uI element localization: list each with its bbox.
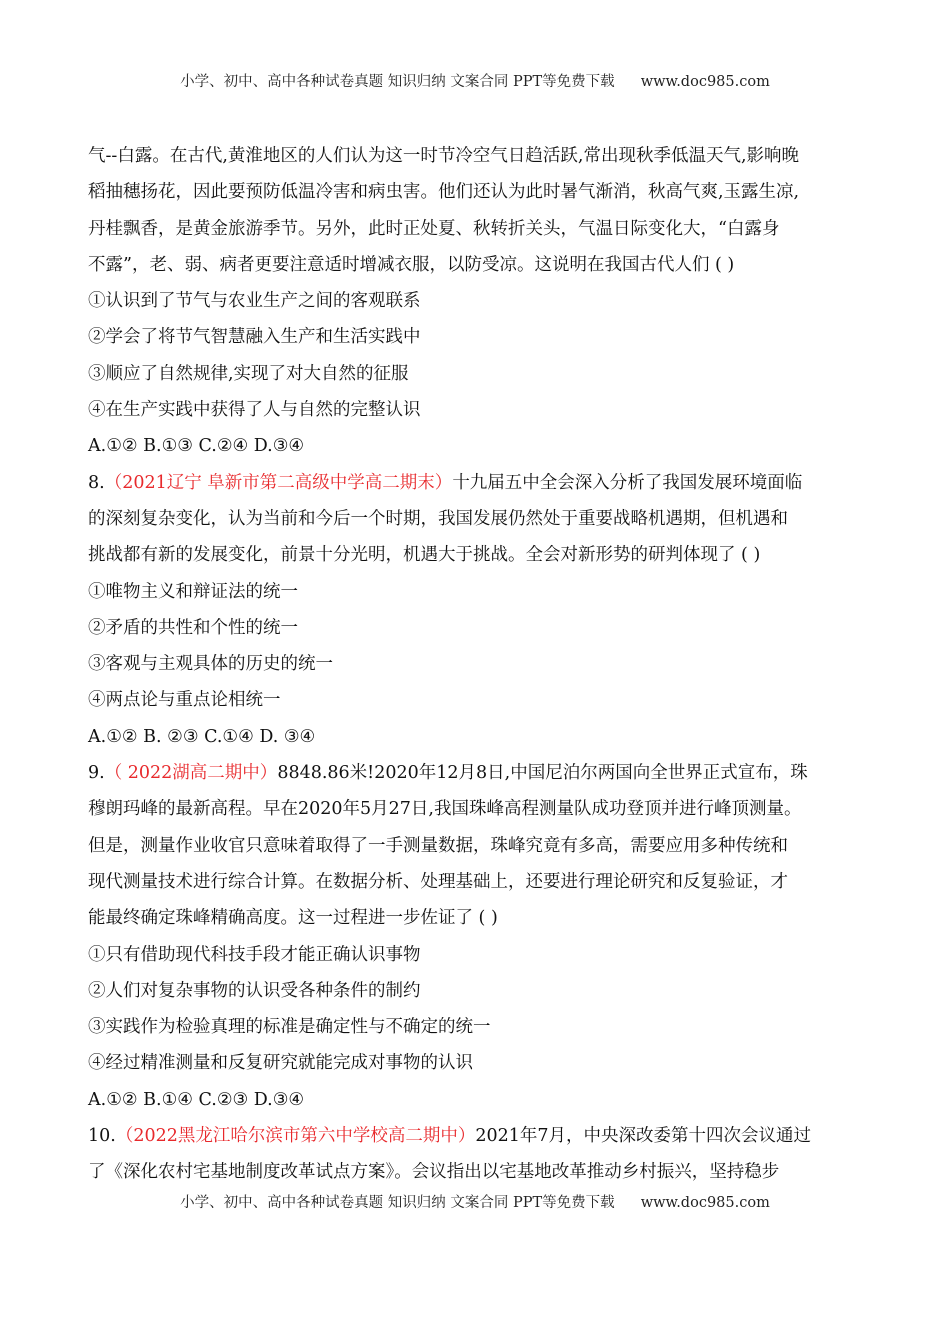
q8-answer-choices: A.①② B. ②③ C.①④ D. ③④ [88,726,316,747]
q9-stem-start: 8848.86米!2020年12月8日,中国尼泊尔两国向全世界正式宣布，珠 [277,763,808,784]
q7-stem-line: 气--白露。在古代,黄淮地区的人们认为这一时节冷空气日趋活跃,常出现秋季低温天气,影响晚 [88,146,800,166]
q8-option-4: ④两点论与重点论相统一 [88,690,281,711]
question-10 [88,1118,888,1191]
q9-first-line [88,755,888,791]
q7-option-4: ④在生产实践中获得了人与自然的完整认识 [88,400,421,421]
question-9 [88,755,888,1118]
q9-option-2: ②人们对复杂事物的认识受各种条件的制约 [88,980,421,1001]
q9-option-1: ①只有借助现代科技手段才能正确认识事物 [88,944,421,965]
q7-option-2: ②学会了将节气智慧融入生产和生活实践中 [88,327,421,348]
q9-stem-line: 但是，测量作业收官只意味着取得了一手测量数据，珠峰究竟有多高，需要应用多种传统和 [88,835,788,856]
q9-stem-line: 现代测量技术进行综合计算。在数据分析、处理基础上，还要进行理论研究和反复验证，才 [88,871,788,892]
q9-stem-line: 穆朗玛峰的最新高程。早在2020年5月27日,我国珠峰高程测量队成功登顶并进行峰顶测量。 [88,799,802,820]
q9-option-4: ④经过精准测量和反复研究就能完成对事物的认识 [88,1053,473,1074]
q10-stem-start: 2021年7月，中央深改委第十四次会议通过 [475,1126,812,1147]
header-text: 小学、初中、高中各种试卷真题 知识归纳 文案合同 PPT等免费下载 [180,74,615,90]
q7-stem-line: 丹桂飘香，是黄金旅游季节。另外，此时正处夏、秋转折关头，气温日际变化大，“白露身 [88,218,780,239]
q8-stem-line: 的深刻复杂变化，认为当前和今后一个时期，我国发展仍然处于重要战略机遇期，但机遇和 [88,508,788,529]
q7-stem-line: 不露”，老、弱、病者更要注意适时增减衣服，以防受凉。这说明在我国古代人们 ( ) [88,254,735,275]
question-8 [88,465,888,755]
q8-first-line [88,465,888,501]
page-header [0,70,950,91]
q10-first-line [88,1118,888,1154]
q8-number: 8. [88,472,105,493]
q8-stem-start: 十九届五中全会深入分析了我国发展环境面临 [452,472,803,493]
footer-url[interactable]: www.doc985.com [640,1195,770,1211]
q10-source: （2022黑龙江哈尔滨市第六中学校高二期中） [115,1126,476,1147]
q8-option-3: ③客观与主观具体的历史的统一 [88,654,333,675]
q8-stem-line: 挑战都有新的发展变化，前景十分光明，机遇大于挑战。全会对新形势的研判体现了 ( ) [88,545,761,566]
page-footer [0,1191,950,1212]
header-url[interactable]: www.doc985.com [640,74,770,90]
q9-source: （ 2022湖高二期中） [104,763,278,784]
q7-answer-choices: A.①② B.①③ C.②④ D.③④ [88,436,305,457]
footer-text: 小学、初中、高中各种试卷真题 知识归纳 文案合同 PPT等免费下载 [180,1195,615,1211]
q9-number: 9. [88,763,105,784]
q8-option-2: ②矛盾的共性和个性的统一 [88,617,298,638]
q7-stem-line: 稻抽穗扬花，因此要预防低温冷害和病虫害。他们还认为此时暑气渐消，秋高气爽,玉露生凉, [88,182,800,203]
q8-source: （2021辽宁 阜新市第二高级中学高二期末） [104,472,453,493]
q9-stem-line: 能最终确定珠峰精确高度。这一过程进一步佐证了 ( ) [88,908,498,929]
q10-stem-line: 了《深化农村宅基地制度改革试点方案》。会议指出以宅基地改革推动乡村振兴，坚持稳步 [88,1162,780,1183]
q10-number: 10. [88,1126,116,1147]
q9-answer-choices: A.①② B.①④ C.②③ D.③④ [88,1089,305,1110]
q9-option-3: ③实践作为检验真理的标准是确定性与不确定的统一 [88,1017,491,1038]
q7-option-3: ③顺应了自然规律,实现了对大自然的征服 [88,363,409,384]
question-7 [88,138,888,465]
exam-content [88,138,888,1191]
q7-option-1: ①认识到了节气与农业生产之间的客观联系 [88,291,421,312]
q8-option-1: ①唯物主义和辩证法的统一 [88,581,298,602]
